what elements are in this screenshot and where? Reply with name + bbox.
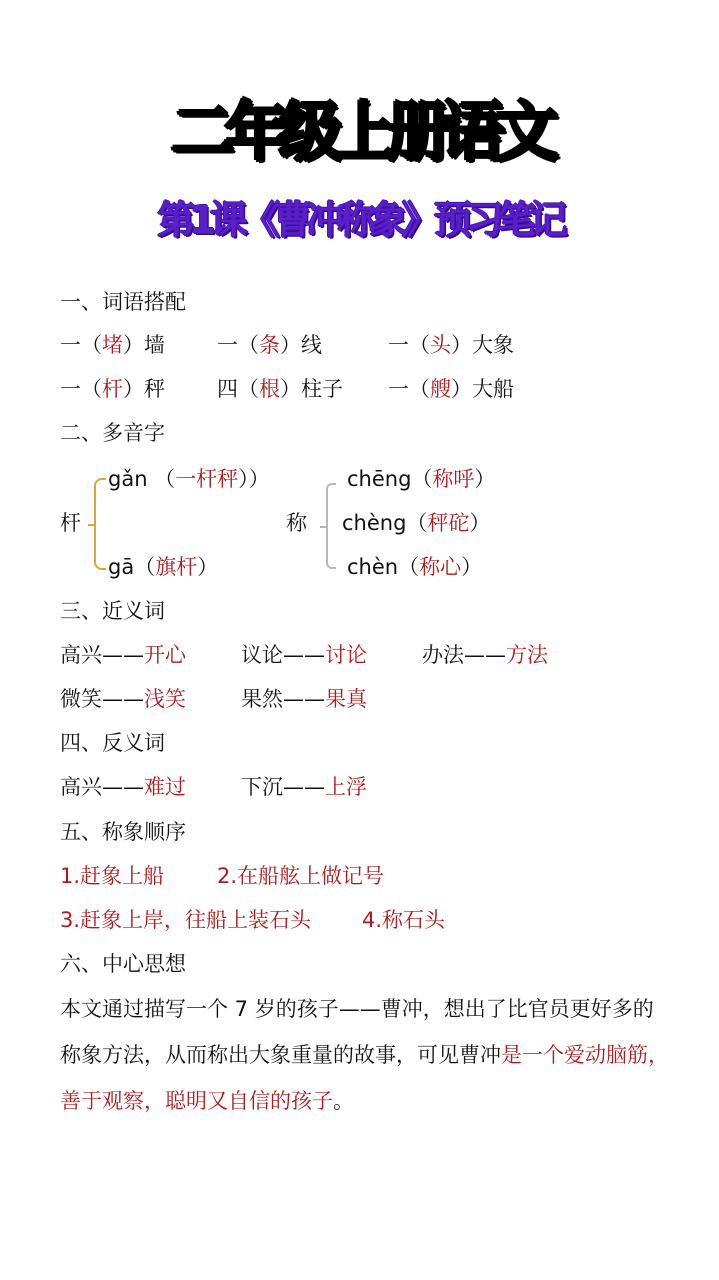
collocation-item: 一（堵）墙 bbox=[60, 333, 165, 357]
section-heading-polyphone: 二、多音字 bbox=[60, 421, 165, 445]
antonym-pair: 下沉——上浮 bbox=[241, 775, 367, 799]
synonym-pair: 议论——讨论 bbox=[241, 643, 367, 667]
step-item: 4.称石头 bbox=[362, 908, 446, 932]
page-subtitle: 第1课《曹冲称象》预习笔记 bbox=[157, 198, 562, 242]
synonym-pair: 微笑——浅笑 bbox=[60, 687, 186, 711]
section-heading-summary: 六、中心思想 bbox=[60, 952, 186, 976]
page-title: 二年级上册语文 bbox=[170, 96, 549, 170]
brace-cheng bbox=[326, 483, 336, 569]
polyphone-reading: chēng（称呼） bbox=[347, 467, 496, 491]
collocation-item: 一（艘）大船 bbox=[388, 377, 514, 401]
synonym-pair: 高兴——开心 bbox=[60, 643, 186, 667]
polyphone-char-gan: 杆 bbox=[60, 511, 81, 535]
synonym-pair: 办法——方法 bbox=[422, 643, 548, 667]
collocation-item: 一（条）线 bbox=[217, 333, 322, 357]
polyphone-char-cheng: 称 bbox=[286, 511, 307, 535]
polyphone-reading: gā（旗杆） bbox=[108, 555, 219, 579]
collocation-item: 一（头）大象 bbox=[388, 333, 514, 357]
step-item: 2.在船舷上做记号 bbox=[217, 864, 385, 888]
step-item: 1.赶象上船 bbox=[60, 864, 165, 888]
collocation-item: 四（根）柱子 bbox=[217, 377, 343, 401]
polyphone-reading: chèn（称心） bbox=[347, 555, 483, 579]
section-heading-synonyms: 三、近义词 bbox=[60, 599, 165, 623]
brace-gan bbox=[94, 478, 106, 570]
section-heading-steps: 五、称象顺序 bbox=[60, 820, 186, 844]
section-heading-collocation: 一、词语搭配 bbox=[60, 290, 186, 314]
step-item: 3.赶象上岸，往船上装石头 bbox=[60, 908, 312, 932]
summary-paragraph: 本文通过描写一个 7 岁的孩子——曹冲，想出了比官员更好多的称象方法，从而称出大象重量的故事，可见曹冲是一个爱动脑筋，善于观察，聪明又自信的孩子。 bbox=[60, 997, 669, 1113]
synonym-pair: 果然——果真 bbox=[241, 687, 367, 711]
antonym-pair: 高兴——难过 bbox=[60, 775, 186, 799]
polyphone-reading: chèng（秤砣） bbox=[342, 511, 491, 535]
collocation-item: 一（杆）秤 bbox=[60, 377, 165, 401]
polyphone-reading: gǎn （一杆秤）） bbox=[108, 467, 270, 491]
section-heading-antonyms: 四、反义词 bbox=[60, 731, 165, 755]
